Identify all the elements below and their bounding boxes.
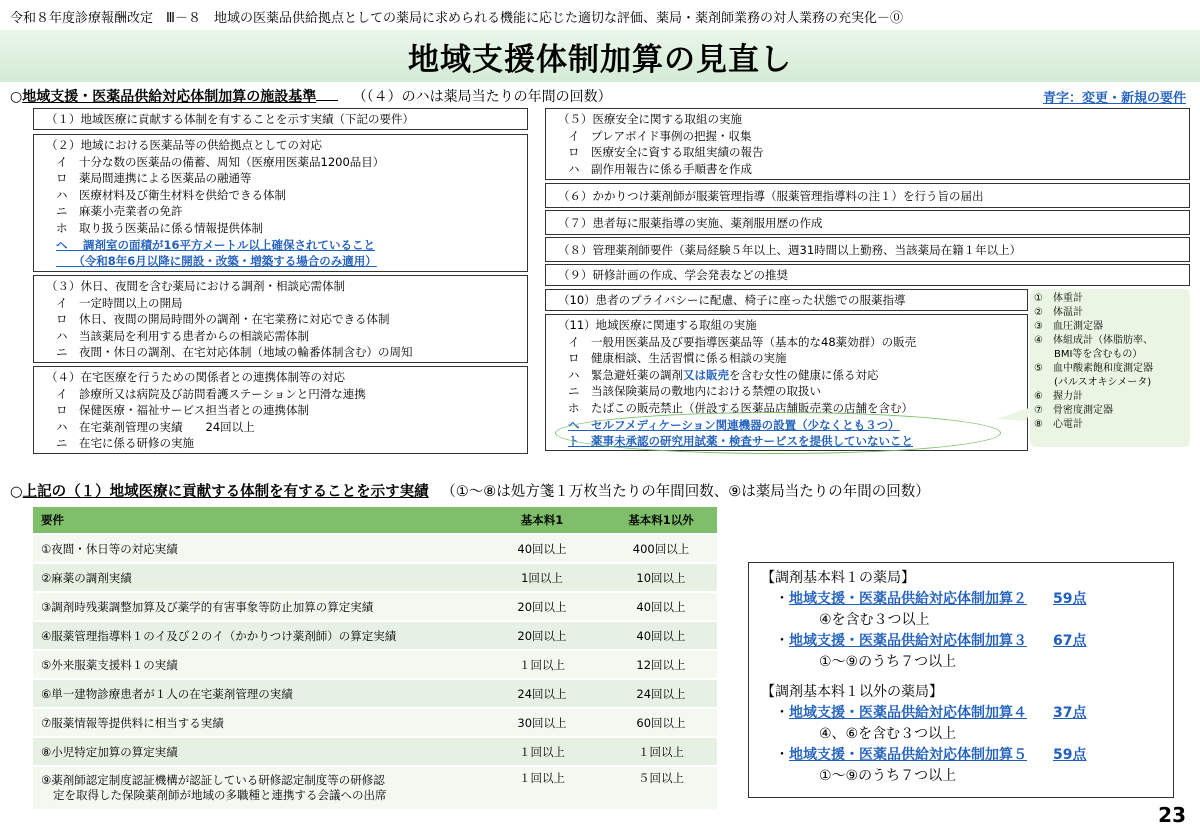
section2-heading-row bbox=[10, 480, 930, 501]
criteria-heading: （９）研修計画の作成、学会発表などの推奨 bbox=[558, 268, 788, 282]
blue-legend: 青字：変更・新規の要件 bbox=[1042, 91, 1186, 106]
device-item: ⑧ 心電計 bbox=[1034, 419, 1083, 430]
points-item: ・地域支援・医薬品供給対応体制加算２ 59点 bbox=[775, 591, 1087, 607]
device-item: ⑤ 血中酸素飽和度測定器 bbox=[1034, 363, 1153, 374]
points-group-title: 【調剤基本料１以外の薬局】 bbox=[761, 684, 943, 700]
device-item: ⑥ 握力計 bbox=[1034, 391, 1083, 402]
criteria-item: ニ 麻薬小売業者の免許 bbox=[56, 204, 183, 219]
table-cell: ⑦服薬情報等提供料に相当する実績 bbox=[33, 708, 479, 737]
criteria-box-2 bbox=[33, 134, 528, 272]
points-group-title: 【調剤基本料１の薬局】 bbox=[761, 570, 915, 586]
table-cell: ④服薬管理指導料１のイ及び２のイ（かかりつけ薬剤師）の算定実績 bbox=[33, 621, 479, 650]
criteria-box-7 bbox=[545, 210, 1190, 235]
table-cell: ⑨薬剤師認定制度認証機構が認証している研修認定制度等の研修認 定を取得した保険薬剤師が地域の多職種と連携する会議への出席 bbox=[33, 766, 479, 810]
device-item: (パルスオキシメータ) bbox=[1034, 377, 1152, 388]
table-header: 要件 bbox=[33, 507, 479, 534]
criteria-heading: （７）患者毎に服薬指導の実施、薬剤服用歴の作成 bbox=[558, 216, 823, 230]
criteria-item: イ 十分な数の医薬品の備蓄、周知（医療用医薬品1200品目） bbox=[56, 154, 385, 169]
criteria-item: ホ 取り扱う医薬品に係る情報提供体制 bbox=[56, 220, 263, 235]
criteria-item: イ 一定時間以上の開局 bbox=[56, 295, 183, 310]
points-item: ・地域支援・医薬品供給対応体制加算４ 37点 bbox=[775, 705, 1087, 721]
criteria-box-9 bbox=[545, 264, 1190, 286]
points-condition: ①～⑨のうち７つ以上 bbox=[819, 654, 957, 670]
criteria-item: ハ 在宅薬剤管理の実績 24回以上 bbox=[56, 419, 255, 434]
table-row bbox=[33, 650, 717, 679]
criteria-item: ハ 緊急避妊薬の調剤又は販売を含む女性の健康に係る対応 bbox=[568, 367, 879, 382]
criteria-box-8 bbox=[545, 237, 1190, 262]
points-name: 地域支援・医薬品供給対応体制加算２ bbox=[789, 591, 1027, 607]
criteria-item: イ 診療所又は病院及び訪問看護ステーションと円滑な連携 bbox=[56, 386, 366, 401]
criteria-heading: （４）在宅医療を行うための関係者との連携体制等の対応 bbox=[46, 370, 345, 384]
criteria-item: ハ 副作用報告に係る手順書を作成 bbox=[568, 161, 752, 176]
points-item: ・地域支援・医薬品供給対応体制加算３ 67点 bbox=[775, 633, 1087, 649]
table-cell: 12回以上 bbox=[605, 650, 717, 679]
table-cell: １回以上 bbox=[479, 650, 605, 679]
table-cell: ⑥単一建物診療患者が１人の在宅薬剤管理の実績 bbox=[33, 679, 479, 708]
table-cell: 40回以上 bbox=[479, 534, 605, 563]
criteria-box-4 bbox=[33, 366, 528, 454]
page-number: 23 bbox=[1158, 803, 1186, 827]
points-condition: ①～⑨のうち７つ以上 bbox=[819, 768, 957, 784]
table-row bbox=[33, 679, 717, 708]
criteria-item: ロ 薬局間連携による医薬品の融通等 bbox=[56, 171, 252, 186]
criteria-item: ロ 休日、夜間の開局時間外の調剤・在宅業務に対応できる体制 bbox=[56, 312, 390, 327]
criteria-item-new: へ セルフメディケーション関連機器の設置（少なくとも３つ） bbox=[568, 417, 900, 432]
table-cell: 1回以上 bbox=[479, 563, 605, 592]
requirements-table bbox=[33, 507, 717, 811]
criteria-box-6 bbox=[545, 183, 1190, 208]
table-cell: 40回以上 bbox=[605, 592, 717, 621]
criteria-heading: （３）休日、夜間を含む薬局における調剤・相談応需体制 bbox=[46, 279, 345, 293]
points-value: 67点 bbox=[1053, 633, 1087, 649]
table-cell: ①夜間・休日等の対応実績 bbox=[33, 534, 479, 563]
device-item: ⑦ 骨密度測定器 bbox=[1034, 405, 1113, 416]
section1-note: （（４）のハは薬局当たりの年間の回数） bbox=[352, 89, 612, 105]
section2-note: （①～⑧は処方箋１万枚当たりの年間回数、⑨は薬局当たりの年間の回数） bbox=[441, 484, 930, 500]
criteria-item-new: へ 調剤室の面積が16平方メートル以上確保されていること bbox=[56, 237, 376, 252]
table-header-row bbox=[33, 507, 717, 534]
criteria-heading: （５）医療安全に関する取組の実施 bbox=[558, 112, 742, 126]
points-item: ・地域支援・医薬品供給対応体制加算５ 59点 bbox=[775, 747, 1087, 763]
table-cell: 60回以上 bbox=[605, 708, 717, 737]
table-cell: １回以上 bbox=[479, 737, 605, 766]
criteria-item: ニ 在宅に係る研修の実施 bbox=[56, 436, 194, 451]
criteria-heading: （２）地域における医薬品等の供給拠点としての対応 bbox=[46, 138, 322, 152]
criteria-item: ロ 健康相談、生活習慣に係る相談の実施 bbox=[568, 351, 787, 366]
criteria-heading: （８）管理薬剤師要件（薬局経験５年以上、週31時間以上勤務、当該薬局在籍１年以上） bbox=[558, 243, 1022, 257]
criteria-item: ロ 医療安全に資する取組実績の報告 bbox=[568, 145, 764, 160]
points-value: 59点 bbox=[1053, 591, 1087, 607]
criteria-box-1 bbox=[33, 108, 528, 130]
table-cell: 20回以上 bbox=[479, 621, 605, 650]
criteria-heading: （６）かかりつけ薬剤師が服薬管理指導（服薬管理指導料の注１）を行う旨の届出 bbox=[558, 189, 984, 203]
table-row bbox=[33, 621, 717, 650]
table-row bbox=[33, 592, 717, 621]
criteria-item-new: ト 薬事未承認の研究用試薬・検査サービスを提供していないこと bbox=[568, 434, 913, 449]
criteria-item: ハ 当該薬局を利用する患者からの相談応需体制 bbox=[56, 328, 309, 343]
table-row bbox=[33, 563, 717, 592]
table-cell: ⑧小児特定加算の算定実績 bbox=[33, 737, 479, 766]
criteria-item: イ 一般用医薬品及び要指導医薬品等（基本的な48薬効群）の販売 bbox=[568, 334, 917, 349]
criteria-item: ニ 当該保険薬局の敷地内における禁煙の取扱い bbox=[568, 384, 821, 399]
points-name: 地域支援・医薬品供給対応体制加算３ bbox=[789, 633, 1027, 649]
devices-callout bbox=[1030, 289, 1190, 447]
table-cell: ③調剤時残薬調整加算及び薬学的有害事象等防止加算の算定実績 bbox=[33, 592, 479, 621]
points-name: 地域支援・医薬品供給対応体制加算５ bbox=[789, 747, 1027, 763]
section2-bullet: ○ bbox=[10, 484, 23, 500]
table-cell: ⑤外来服薬支援料１の実績 bbox=[33, 650, 479, 679]
table-cell: １回以上 bbox=[479, 766, 605, 810]
points-condition: ④を含む３つ以上 bbox=[819, 612, 930, 628]
table-row bbox=[33, 708, 717, 737]
points-box bbox=[748, 562, 1174, 798]
table-header: 基本料1以外 bbox=[605, 507, 717, 534]
table-cell: 20回以上 bbox=[479, 592, 605, 621]
table-cell: ②麻薬の調剤実績 bbox=[33, 563, 479, 592]
device-item: BMI等を含むもの） bbox=[1034, 349, 1143, 360]
table-cell: １回以上 bbox=[605, 737, 717, 766]
table-cell: 24回以上 bbox=[605, 679, 717, 708]
device-item: ① 体重計 bbox=[1034, 293, 1083, 304]
table-header: 基本料1 bbox=[479, 507, 605, 534]
criteria-box-5 bbox=[545, 108, 1190, 180]
criteria-box-10 bbox=[545, 289, 1028, 311]
device-item: ③ 血圧測定器 bbox=[1034, 321, 1103, 332]
criteria-item: ハ 医療材料及び衛生材料を供給できる体制 bbox=[56, 187, 286, 202]
table-cell: 24回以上 bbox=[479, 679, 605, 708]
criteria-item-new-fragment: 又は販売 bbox=[683, 367, 729, 382]
section2-heading: 上記の（１）地域医療に貢献する体制を有することを示す実績 bbox=[22, 484, 429, 500]
points-condition: ④、⑥を含む３つ以上 bbox=[819, 726, 957, 742]
highlight-oval bbox=[555, 412, 1001, 454]
criteria-item: ホ たばこの販売禁止（併設する医薬品店舗販売業の店舗を含む） bbox=[568, 400, 913, 415]
table-cell: 10回以上 bbox=[605, 563, 717, 592]
table-row bbox=[33, 534, 717, 563]
criteria-item-new: （令和8年6月以降に開設・改築・増築する場合のみ適用） bbox=[56, 254, 377, 269]
section1-heading: 地域支援・医薬品供給対応体制加算の施設基準 bbox=[22, 89, 317, 105]
criteria-box-3 bbox=[33, 275, 528, 363]
points-value: 37点 bbox=[1053, 705, 1087, 721]
table-cell: 400回以上 bbox=[605, 534, 717, 563]
points-name: 地域支援・医薬品供給対応体制加算４ bbox=[789, 705, 1027, 721]
header-line: 令和８年度診療報酬改定 Ⅲ－８ 地域の医薬品供給拠点としての薬局に求められる機能に応じた適切な評価、薬局・薬剤師業務の対人業務の充実化－⓪ bbox=[10, 11, 903, 26]
criteria-item: ニ 夜間・休日の調剤、在宅対応体制（地域の輪番体制含む）の周知 bbox=[56, 345, 413, 360]
criteria-item: イ プレアボイド事例の把握・収集 bbox=[568, 128, 752, 143]
points-value: 59点 bbox=[1053, 747, 1087, 763]
page-title: 地域支援体制加算の見直し bbox=[408, 42, 792, 78]
device-item: ④ 体組成計（体脂肪率、 bbox=[1034, 335, 1153, 346]
criteria-heading: （11）地域医療に関連する取組の実施 bbox=[558, 318, 757, 332]
table-row bbox=[33, 766, 717, 810]
section1-heading-row bbox=[10, 86, 612, 106]
table-cell: 40回以上 bbox=[605, 621, 717, 650]
criteria-item: ロ 保健医療・福祉サービス担当者との連携体制 bbox=[56, 403, 309, 418]
criteria-heading: （10）患者のプライバシーに配慮、椅子に座った状態での服薬指導 bbox=[558, 293, 906, 307]
device-item: ② 体温計 bbox=[1034, 307, 1083, 318]
table-cell: ５回以上 bbox=[605, 766, 717, 810]
criteria-heading: （１）地域医療に貢献する体制を有することを示す実績（下記の要件） bbox=[46, 112, 414, 126]
section1-bullet: ○ bbox=[10, 89, 23, 105]
table-cell: 30回以上 bbox=[479, 708, 605, 737]
table-row bbox=[33, 737, 717, 766]
